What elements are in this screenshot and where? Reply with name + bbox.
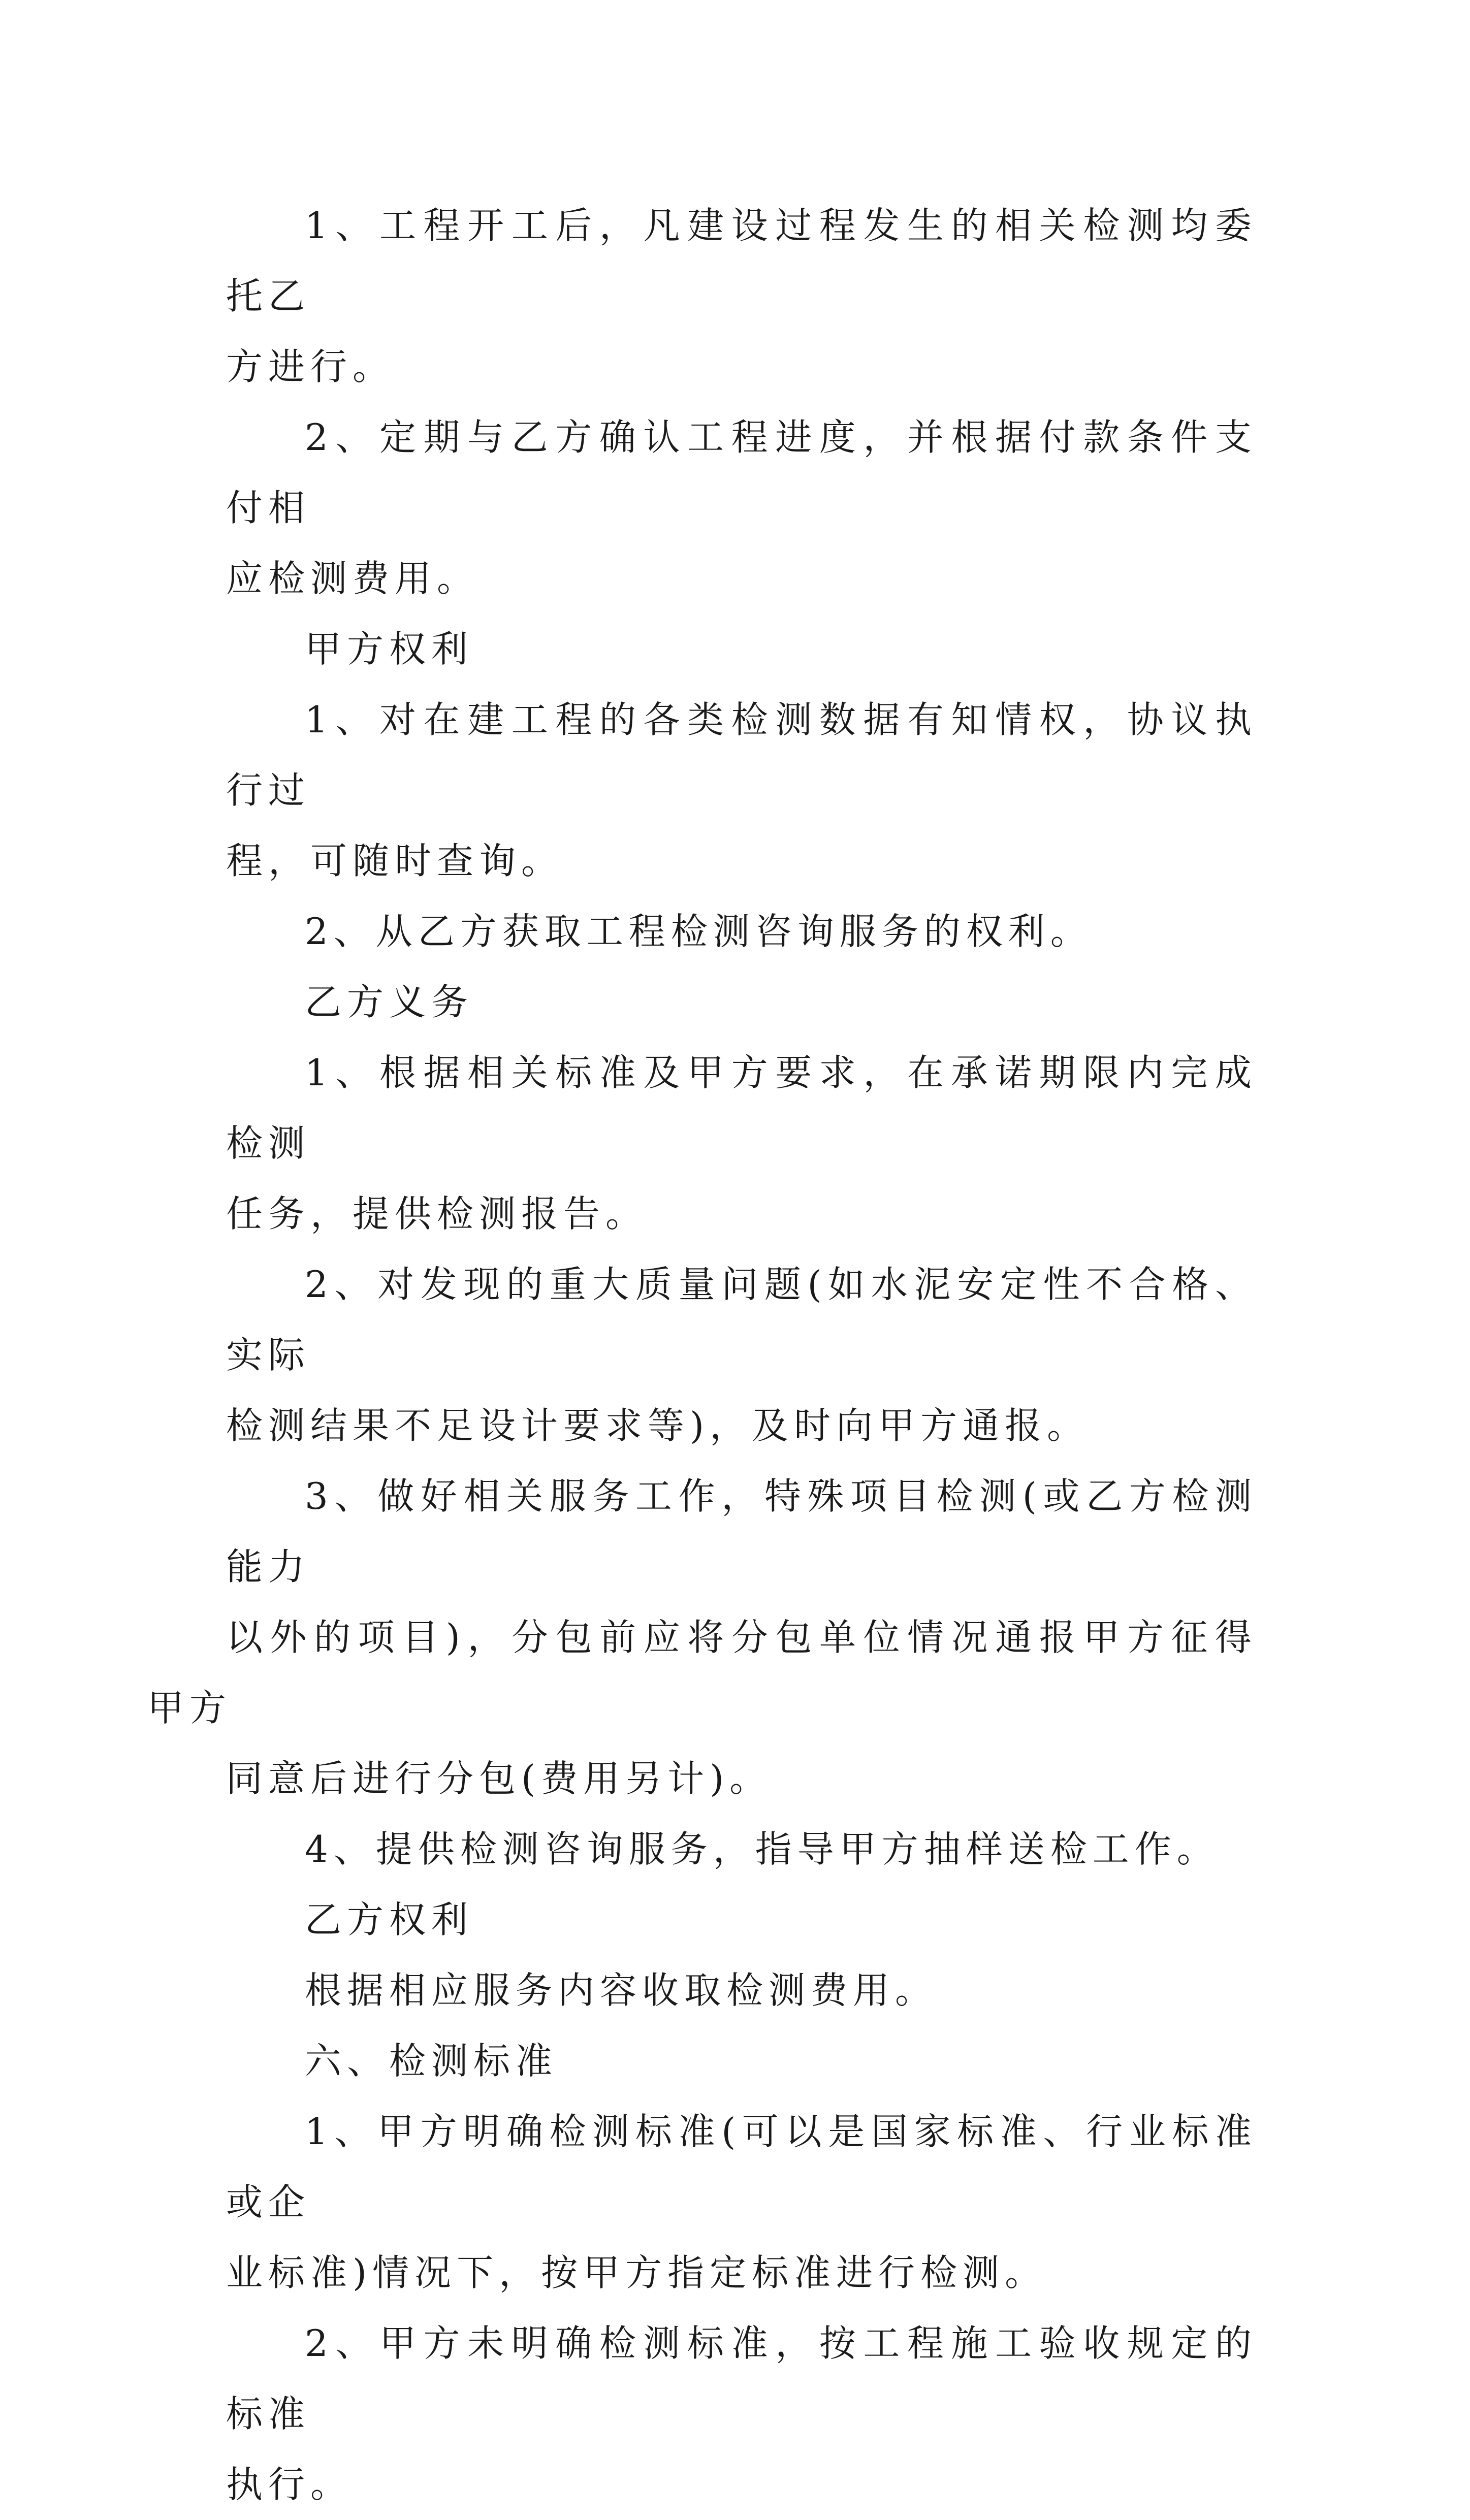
text-line: 执行。 bbox=[226, 2463, 353, 2506]
text-line: 1、对在建工程的各类检测数据有知情权，协议执行过 bbox=[226, 698, 1257, 812]
paragraph-party-b-obligation-2 bbox=[226, 1249, 1257, 1461]
paragraph-party-b-right-1 bbox=[226, 1955, 1257, 2026]
paragraph-party-a-right-2 bbox=[226, 896, 1257, 967]
section-heading-party-b-rights: 乙方权利 bbox=[305, 1898, 474, 1941]
text-line: 2、从乙方获取工程检测咨询服务的权利。 bbox=[305, 910, 1093, 953]
text-line: 以外的项目)，分包前应将分包单位情况通报甲方征得甲方 bbox=[147, 1616, 1257, 1729]
text-line: 方进行。 bbox=[226, 345, 395, 388]
text-line: 业标准)情况下，按甲方指定标准进行检测。 bbox=[226, 2251, 1047, 2294]
document-body bbox=[147, 190, 1257, 2520]
paragraph-party-b-obligation-3 bbox=[147, 1461, 1257, 1814]
text-line: 2、定期与乙方确认工程进度，并根据付款条件支付相 bbox=[226, 416, 1257, 529]
paragraph-party-b-obligation-1 bbox=[226, 1038, 1257, 1249]
paragraph-standard-2 bbox=[226, 2308, 1257, 2520]
paragraph-obligation-2 bbox=[226, 402, 1257, 614]
paragraph-party-b-obligation-4 bbox=[226, 1814, 1257, 1885]
paragraph-party-a-right-1 bbox=[226, 685, 1257, 896]
text-line: 1、工程开工后，凡建设过程发生的相关检测均委托乙 bbox=[226, 204, 1257, 317]
section-heading-party-a-rights: 甲方权利 bbox=[305, 628, 474, 670]
text-line: 程，可随时查询。 bbox=[226, 839, 564, 882]
text-line: 检测结果不足设计要求等)，及时向甲方通报。 bbox=[226, 1404, 1090, 1447]
text-line: 2、甲方未明确检测标准，按工程施工验收规定的标准 bbox=[226, 2322, 1257, 2435]
section-heading-testing-standards: 六、检测标准 bbox=[305, 2040, 558, 2082]
text-line: 应检测费用。 bbox=[226, 557, 480, 600]
paragraph-standard-1 bbox=[226, 2096, 1257, 2308]
text-line: 1、根据相关标准及甲方要求，在承诺期限内完成检测 bbox=[226, 1051, 1257, 1165]
text-line: 根据相应服务内容收取检测费用。 bbox=[305, 1969, 938, 2012]
section-heading-party-b-obligations: 乙方义务 bbox=[305, 981, 474, 1023]
text-line: 同意后进行分包(费用另计)。 bbox=[226, 1757, 772, 1800]
text-line: 2、对发现的重大质量问题(如水泥安定性不合格、实际 bbox=[226, 1263, 1257, 1376]
text-line: 4、提供检测咨询服务，指导甲方抽样送检工作。 bbox=[305, 1828, 1219, 1870]
text-line: 任务，提供检测报告。 bbox=[226, 1192, 648, 1235]
paragraph-obligation-1 bbox=[226, 190, 1257, 402]
text-line: 1、甲方明确检测标准(可以是国家标准、行业标准或企 bbox=[226, 2110, 1257, 2223]
text-line: 3、做好相关服务工作，特殊项目检测(或乙方检测能力 bbox=[226, 1475, 1257, 1588]
